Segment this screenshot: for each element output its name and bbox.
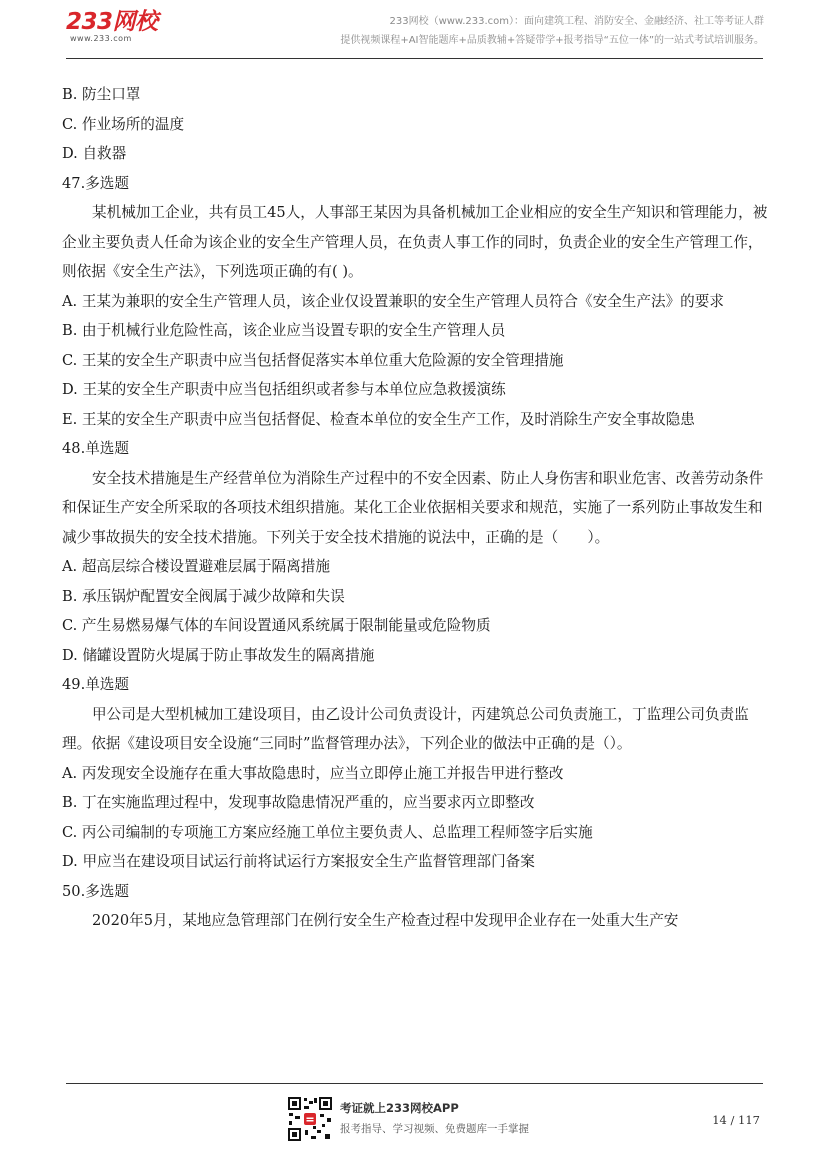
question-stem: 甲公司是大型机械加工建设项目，由乙设计公司负责设计，丙建筑总公司负责施工，丁监理公司负责监理。依据《建设项目安全设施“三同时”监督管理办法》，下列企业的做法中正确的是（）。 xyxy=(62,705,749,752)
page-header xyxy=(0,0,830,62)
question-number: 50.多选题 xyxy=(62,882,129,900)
answer-option: B. 承压锅炉配置安全阀属于减少故障和失误 xyxy=(62,587,345,605)
brand-logo xyxy=(66,10,158,44)
question-number: 49.单选题 xyxy=(62,676,129,693)
question-number: 47.多选题 xyxy=(62,174,129,192)
page-number: 14 / 117 xyxy=(712,1113,760,1127)
answer-option: D. 王某的安全生产职责中应当包括组织或者参与本单位应急救援演练 xyxy=(62,381,506,398)
tagline-line-2: 提供视频课程+AI智能题库+品质教辅+答疑带学+报考指导“五位一体”的一站式考试培训服务。 xyxy=(340,35,764,46)
document-body xyxy=(62,80,770,936)
question-stem: 2020年5月，某地应急管理部门在例行安全生产检查过程中发现甲企业存在一处重大生产安 xyxy=(92,912,679,929)
answer-option: E. 王某的安全生产职责中应当包括督促、检查本单位的安全生产工作，及时消除生产安全事故隐患 xyxy=(62,410,695,428)
question-number: 48.单选题 xyxy=(62,440,129,457)
header-divider xyxy=(66,58,763,59)
answer-option: C. 丙公司编制的专项施工方案应经施工单位主要负责人、总监理工程师签字后实施 xyxy=(62,823,593,841)
app-promo xyxy=(340,1100,529,1138)
tagline-line-1: 233网校（www.233.com）：面向建筑工程、消防安全、金融经济、社工等考证人群 xyxy=(389,16,764,27)
answer-option: C. 产生易燃易爆气体的车间设置通风系统属于限制能量或危险物质 xyxy=(62,617,491,634)
answer-option: A. 王某为兼职的安全生产管理人员，该企业仅设置兼职的安全生产管理人员符合《安全生产法》的要求 xyxy=(62,292,724,310)
answer-option: B. 由于机械行业危险性高，该企业应当设置专职的安全生产管理人员 xyxy=(62,322,506,339)
qr-code-icon xyxy=(287,1096,333,1142)
answer-option: C. 作业场所的温度 xyxy=(62,115,185,133)
question-stem: 某机械加工企业，共有员工45人，人事部王某因为具备机械加工企业相应的安全生产知识和管理能力，被企业主要负责人任命为该企业的安全生产管理人员，在负责人事工作的同时，负责企业的安全生产管理工作，则依据《安全生产法》，下列选项正确的有( )。 xyxy=(62,204,768,280)
answer-option: D. 储罐设置防火堤属于防止事故发生的隔离措施 xyxy=(62,646,375,664)
app-promo-title: 考证就上233网校APP xyxy=(340,1101,459,1115)
answer-option: B. 防尘口罩 xyxy=(62,86,141,103)
answer-option: D. 自救器 xyxy=(62,145,127,162)
header-tagline xyxy=(340,12,764,50)
answer-option: D. 甲应当在建设项目试运行前将试运行方案报安全生产监督管理部门备案 xyxy=(62,853,535,870)
answer-option: C. 王某的安全生产职责中应当包括督促落实本单位重大危险源的安全管理措施 xyxy=(62,351,564,369)
question-stem: 安全技术措施是生产经营单位为消除生产过程中的不安全因素、防止人身伤害和职业危害、改善劳动条件和保证生产安全所采取的各项技术组织措施。某化工企业依据相关要求和规范，实施了一系列防止事故发生和减少事故损失的安全技术措施。下列关于安全技术措施的说法中，正确的是（ ）。 xyxy=(62,469,764,546)
logo-url: www.233.com xyxy=(70,34,132,43)
app-promo-subtitle: 报考指导、学习视频、免费题库一手掌握 xyxy=(340,1123,529,1135)
footer-divider xyxy=(66,1083,763,1084)
answer-option: A. 丙发现安全设施存在重大事故隐患时，应当立即停止施工并报告甲进行整改 xyxy=(62,764,564,782)
logo-text: 233网校 xyxy=(66,9,158,35)
answer-option: B. 丁在实施监理过程中，发现事故隐患情况严重的，应当要求丙立即整改 xyxy=(62,794,535,811)
answer-option: A. 超高层综合楼设置避难层属于隔离措施 xyxy=(62,558,330,575)
